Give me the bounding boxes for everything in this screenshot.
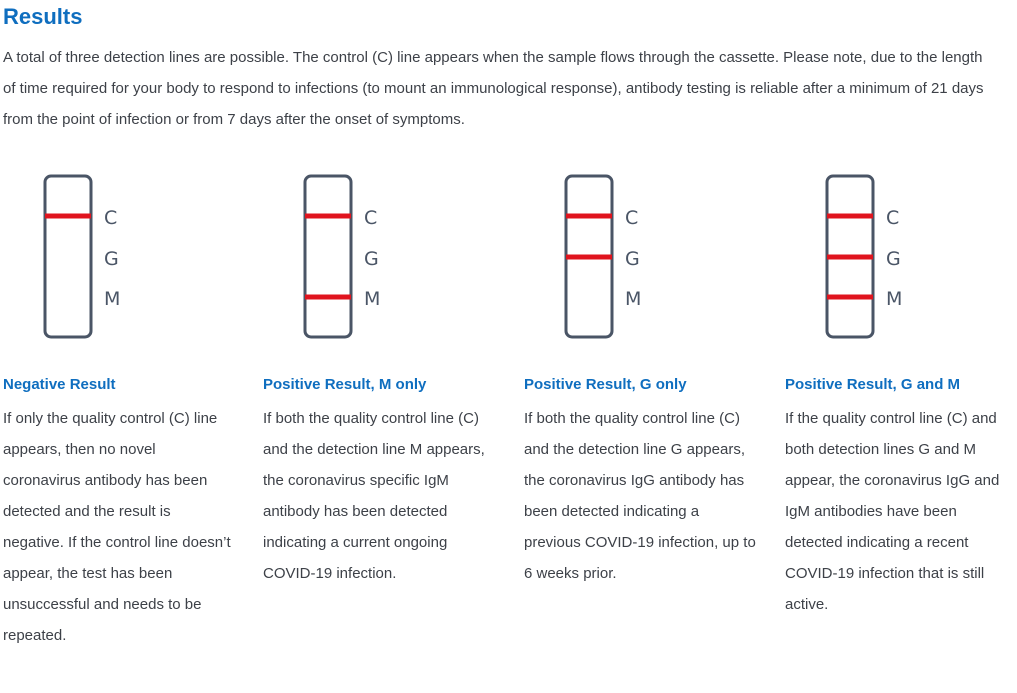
zone-letter-m: M xyxy=(886,288,903,310)
result-card xyxy=(3,168,235,644)
test-cassette-diagram xyxy=(524,168,642,343)
result-title: Positive Result, G and M xyxy=(785,376,961,393)
zone-letter-c: C xyxy=(104,207,118,229)
result-card xyxy=(785,168,1017,613)
test-cassette-diagram xyxy=(263,168,381,343)
test-cassette-diagram xyxy=(3,168,121,343)
result-description: If the quality control line (C) and both detection lines G and M appear, the coronavirus IgG and IgM antibodies have been detected indicating a recent COVID-19 infection that is still active. xyxy=(785,410,1000,613)
zone-letter-g: G xyxy=(104,248,119,270)
zone-letter-c: C xyxy=(886,207,900,229)
zone-letter-c: C xyxy=(364,207,378,229)
result-card xyxy=(263,168,495,582)
zone-letter-g: G xyxy=(364,248,379,270)
zone-letter-m: M xyxy=(104,288,121,310)
page-title: Results xyxy=(3,4,83,29)
result-title: Positive Result, M only xyxy=(263,376,427,393)
result-title: Negative Result xyxy=(3,376,116,393)
result-description: If only the quality control (C) line appears, then no novel coronavirus antibody has been detected and the result is negative. If the control line doesn’t appear, the test has been unsuccessful and needs to be repeated. xyxy=(3,410,231,644)
zone-letter-g: G xyxy=(886,248,901,270)
intro-paragraph: A total of three detection lines are possible. The control (C) line appears when the sample flows through the cassette. Please note, due to the length of time required for your body to respond to infections (to mount an immunological response), antibody testing is reliable after a minimum of 21 days from the point of infection or from 7 days after the onset of symptoms. xyxy=(3,49,984,128)
cassette-outline xyxy=(45,176,91,337)
zone-letter-g: G xyxy=(625,248,640,270)
zone-letter-c: C xyxy=(625,207,639,229)
test-cassette-diagram xyxy=(785,168,903,343)
result-description: If both the quality control line (C) and the detection line G appears, the coronavirus IgG antibody has been detected indicating a previous COVID-19 infection, up to 6 weeks prior. xyxy=(524,410,756,582)
result-title: Positive Result, G only xyxy=(524,376,687,393)
result-card xyxy=(524,168,756,582)
zone-letter-m: M xyxy=(364,288,381,310)
result-description: If both the quality control line (C) and the detection line M appears, the coronavirus specific IgM antibody has been detected indicating a current ongoing COVID-19 infection. xyxy=(263,410,485,582)
zone-letter-m: M xyxy=(625,288,642,310)
cassette-outline xyxy=(305,176,351,337)
